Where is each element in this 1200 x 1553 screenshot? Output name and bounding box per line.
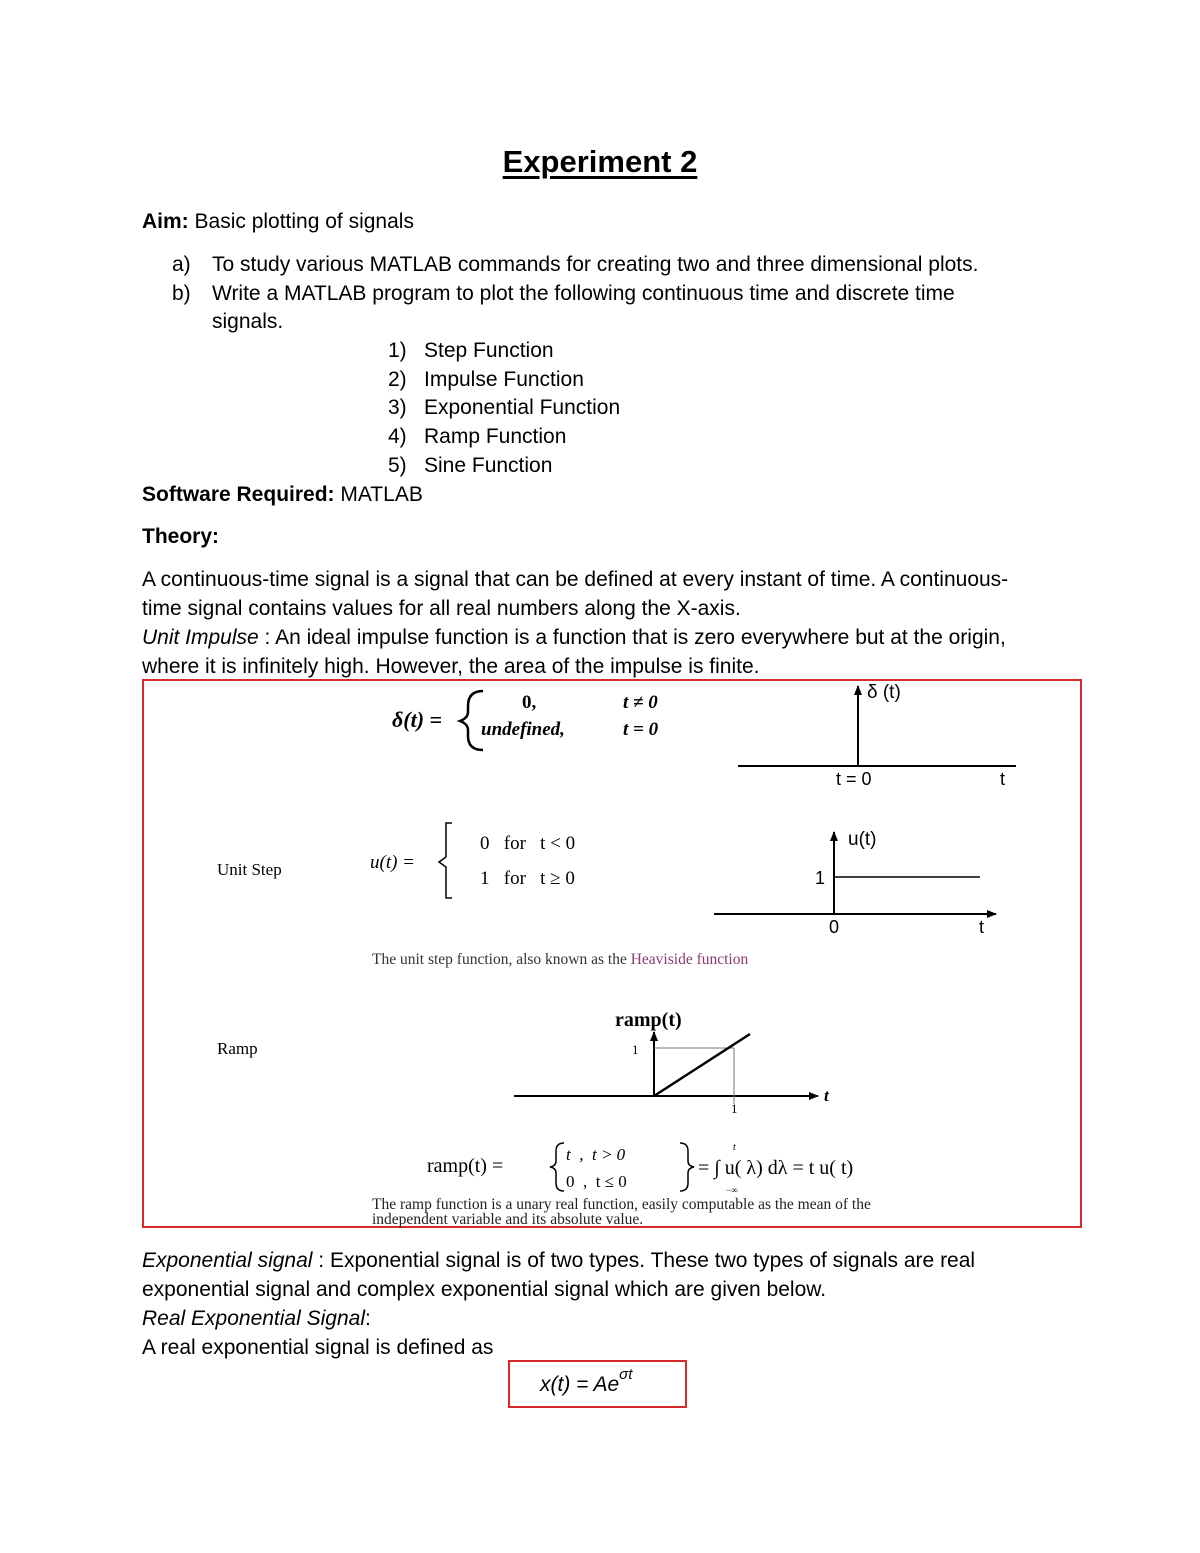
ramp-formula-lhs: ramp(t) = [427,1155,504,1177]
impulse-t-label: t [1000,769,1006,789]
step-axis-label: u(t) [848,829,877,850]
real-exponential-label: Real Exponential Signal [142,1307,365,1330]
impulse-label: Unit Impulse [142,626,259,649]
impulse-axis-label: δ (t) [867,682,901,703]
function-1-marker: 1) [388,339,407,362]
exponential-definition-line-2: exponential signal and complex exponential signal which are given below. [142,1278,827,1301]
function-4-marker: 4) [388,425,407,448]
list-item-b-text: Write a MATLAB program to plot the following continuous time and discrete time [212,282,955,305]
ramp-integral-upper: t [733,1142,736,1153]
step-caption-link: Heaviside function [630,951,749,968]
list-item-a-text: To study various MATLAB commands for creating two and three dimensional plots. [212,253,979,276]
impulse-case-1-condition: t ≠ 0 [623,692,658,713]
ramp-y-one-label: 1 [632,1042,639,1057]
real-exponential-heading [142,1304,371,1333]
ramp-axis-label: ramp(t) [615,1009,682,1031]
real-exponential-colon: : [364,1307,371,1330]
theory-paragraph-line-2: time signal contains values for all real numbers along the X-axis. [142,597,741,620]
exponential-formula-base: x(t) = Ae [540,1373,620,1396]
signals-figure-box [142,679,1082,1228]
software-label: Software Required: [142,483,335,506]
step-formula-lhs: u(t) = [370,852,416,873]
ramp-name: Ramp [217,1039,258,1058]
impulse-case-2-value: undefined, [481,719,565,740]
impulse-formula-lhs: δ(t) = [392,707,443,732]
function-2-marker: 2) [388,368,407,391]
page-title: Experiment 2 [502,144,698,179]
function-5-marker: 5) [388,454,407,477]
function-3-text: Exponential Function [424,396,621,419]
list-item-b-marker: b) [172,282,191,305]
step-name: Unit Step [217,860,282,879]
ramp-x-one-label: 1 [731,1101,738,1116]
real-exponential-definition: A real exponential signal is defined as [142,1336,494,1359]
impulse-text-1: : An ideal impulse function is a function that is zero everywhere but at the origin, [258,626,1006,649]
ramp-case-1: t , t > 0 [566,1145,626,1164]
step-t-label: t [979,917,985,937]
step-one-label: 1 [815,868,826,888]
exponential-formula [540,1366,633,1397]
software-line [142,480,423,509]
ramp-integral-lower: −∞ [726,1185,738,1195]
theory-heading: Theory: [142,525,220,548]
ramp-caption-line-1: The ramp function is a unary real function, easily computable as the mean of the [372,1196,871,1213]
impulse-definition-line-2: where it is infinitely high. However, the area of the impulse is finite. [142,655,760,678]
ramp-t-label: t [824,1086,829,1105]
impulse-definition-line-1 [142,623,1006,652]
impulse-case-1-value: 0, [522,692,537,713]
step-caption-prefix: The unit step function, also known as the [372,951,631,968]
exponential-label: Exponential signal [142,1249,313,1272]
function-3-marker: 3) [388,396,407,419]
exponential-definition-line-1 [142,1246,975,1275]
function-4-text: Ramp Function [424,425,567,448]
exponential-formula-exponent: σt [619,1366,633,1383]
ramp-caption-line-2: independent variable and its absolute value. [372,1211,644,1228]
function-5-text: Sine Function [424,454,553,477]
step-case-1: 0 for t < 0 [480,833,576,854]
function-2-text: Impulse Function [424,368,584,391]
ramp-case-2: 0 , t ≤ 0 [566,1172,627,1191]
aim-text: Basic plotting of signals [188,210,414,233]
ramp-formula-rhs: = ∫ u( λ) dλ = t u( t) [698,1157,854,1179]
function-1-text: Step Function [424,339,554,362]
step-case-2: 1 for t ≥ 0 [480,868,575,889]
list-item-b-continuation: signals. [212,310,284,333]
impulse-origin-label: t = 0 [836,769,872,789]
impulse-case-2-condition: t = 0 [623,719,659,740]
step-zero-label: 0 [829,917,840,937]
theory-paragraph-line-1: A continuous-time signal is a signal that can be defined at every instant of time. A continuous- [142,568,1009,591]
aim-label: Aim: [142,210,189,233]
list-item-a-marker: a) [172,253,191,276]
software-text: MATLAB [334,483,423,506]
exponential-text-1: : Exponential signal is of two types. These two types of signals are real [312,1249,976,1272]
aim-line [142,207,414,236]
